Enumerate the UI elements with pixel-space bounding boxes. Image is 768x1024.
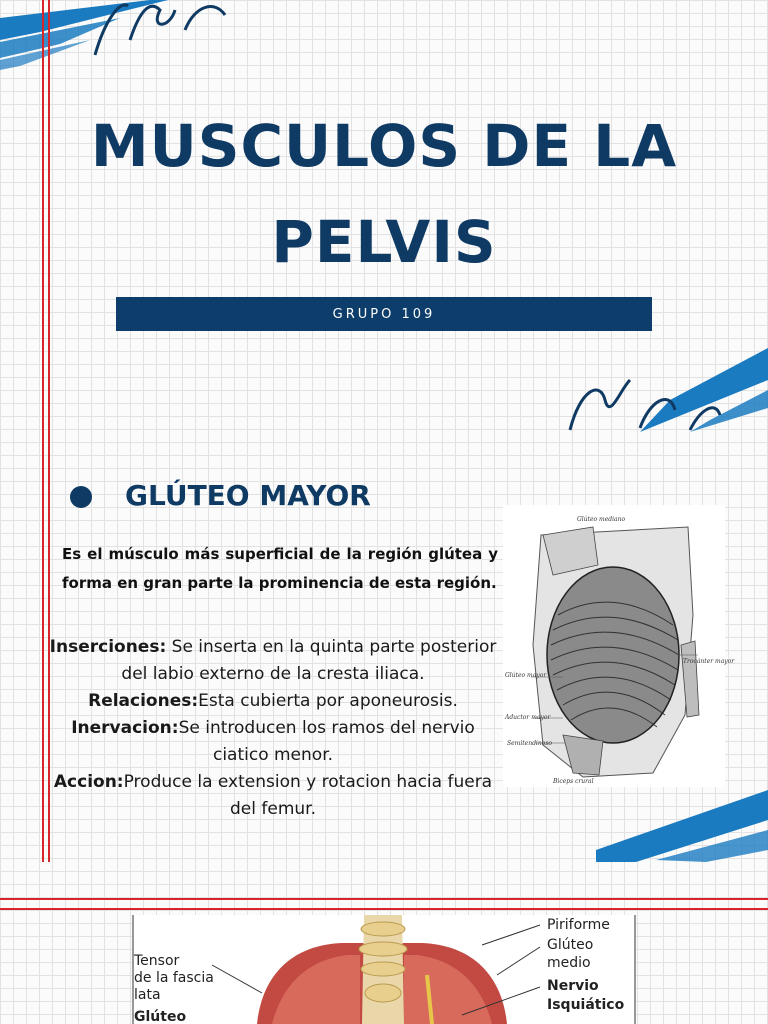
group-bar [116,297,652,331]
detail-label: Inervacion: [71,718,179,738]
figure2-label-left3: lata [134,987,161,1003]
detail-text: Produce la extension y rotacion hacia fuera del femur. [123,772,493,819]
figure1-label-left3: Semitendinoso [507,740,553,747]
figure2-label-right2: Glúteo [547,937,594,953]
brush-stroke-top-left [0,0,240,70]
brush-stroke-right-bottom [596,790,768,862]
detail-text: Esta cubierta por aponeurosis. [198,691,458,711]
detail-label: Accion: [53,772,124,792]
section-details [48,634,498,823]
figure2-label-right1: Piriforme [547,917,610,933]
bullet-icon [70,486,92,508]
page-title [60,98,708,290]
section-intro: Es el músculo más superficial de la región glútea y forma en gran parte la prominencia de esta región. [62,545,498,592]
gluteus-maximus-illustration [503,505,735,787]
detail-label: Relaciones: [88,691,199,711]
detail-inervacion [48,715,498,769]
detail-inserciones [48,634,498,688]
title-line-1: MUSCULOS DE LA [90,112,678,180]
group-label: GRUPO 109 [332,306,436,322]
figure2-label-right3: medio [547,955,591,971]
pelvic-muscles-illustration [132,915,636,1024]
divider-line-bottom [0,908,768,910]
detail-label: Inserciones: [49,637,167,657]
figure1-label-left2: Aductor mayor [505,714,551,721]
margin-line-left [42,0,44,862]
figure1-label-right: Trocánter mayor [683,658,735,665]
figure1-label-left1: Glúteo mayor [505,672,547,679]
figure2-label-left1: Tensor [134,953,180,969]
figure1-label-top: Glúteo mediano [577,516,626,523]
brush-stroke-right-mid [560,340,768,432]
divider-line-top [0,898,768,900]
figure2-label-left4: Glúteo [134,1009,187,1024]
detail-relaciones [48,688,498,715]
figure1-label-bottom: Biceps crural [553,778,594,785]
detail-text: Se introducen los ramos del nervio ciatico menor. [178,718,475,765]
figure2-label-left2: de la fascia [134,970,214,986]
section-heading: GLÚTEO MAYOR [125,479,371,512]
figure2-label-right4: Nervio [547,978,599,994]
title-line-2: PELVIS [271,208,497,276]
detail-text: Se inserta en la quinta parte posterior del labio externo de la cresta iliaca. [121,637,497,684]
figure2-label-right5: Isquiático [547,997,625,1013]
detail-accion [48,769,498,823]
